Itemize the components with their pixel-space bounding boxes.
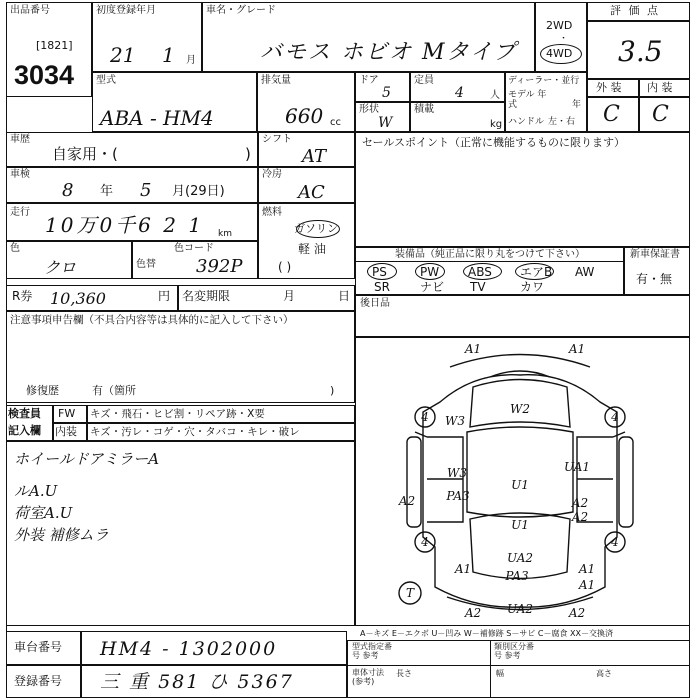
first-reg-month: 1 <box>162 43 175 67</box>
capacity-value: 4 <box>455 85 464 101</box>
model-year-label: モデル 年式 <box>508 90 547 110</box>
damage-mark: PA3 <box>505 569 529 583</box>
aircon-value: AC <box>298 182 325 203</box>
fw-label: FW <box>58 407 76 420</box>
shape-value: W <box>378 115 393 131</box>
damage-mark: UA2 <box>506 602 534 616</box>
equipment-item: ナビ <box>420 280 445 294</box>
first-reg-label: 初度登録年月 <box>96 5 156 16</box>
length-label: 長さ <box>396 669 412 678</box>
damage-mark: A1 <box>464 342 482 356</box>
interior-label: 内 装 <box>647 81 673 94</box>
shape-label: 形状 <box>359 104 379 115</box>
damage-mark: PA3 <box>446 489 470 503</box>
damage-mark: UA2 <box>506 551 534 565</box>
damage-mark: A2 <box>571 510 589 524</box>
doors-value: 5 <box>382 85 391 101</box>
equipment-circle <box>463 263 502 280</box>
equipment-item: SR <box>374 280 390 294</box>
km-unit: km <box>218 229 232 239</box>
damage-mark: A1 <box>568 342 586 356</box>
name-grade: バモス ホビオ Mタイプ <box>260 40 518 65</box>
lot-number: 3034 <box>14 60 75 90</box>
fuel-other: ( ) <box>278 260 292 274</box>
fuel-diesel: 軽 油 <box>298 242 326 256</box>
doors-label: ドア <box>359 75 379 86</box>
sales-point-label: セールスポイント（正常に機能するものに限ります） <box>362 136 626 149</box>
color-label: 色 <box>10 243 20 254</box>
exterior-value: C <box>603 102 620 127</box>
name-change-month: 月 <box>283 289 296 303</box>
history-close: ) <box>245 145 251 163</box>
recycle-amount: 10,360 <box>50 289 106 308</box>
car-diagram <box>355 337 690 626</box>
rating-label: 評 価 点 <box>610 4 660 17</box>
equipment-item: ABS <box>468 265 492 279</box>
notes-label: 注意事項申告欄（不具合内容等は具体的に記入して下さい） <box>10 314 294 326</box>
equipment-circle <box>367 263 397 280</box>
inspector-label: 検査員 <box>8 407 41 420</box>
color-code-label: 色コード <box>174 243 214 254</box>
yen-unit: 円 <box>158 289 171 303</box>
damage-mark: A1 <box>454 562 472 576</box>
handwritten-note: ルA.U <box>14 482 58 500</box>
exterior-label: 外 装 <box>596 81 622 94</box>
inspection-year-char: 年 <box>100 184 114 199</box>
kg-unit: kg <box>490 119 503 130</box>
sales-point-box <box>355 132 690 247</box>
damage-mark: U1 <box>511 478 529 492</box>
damage-mark: 4 <box>611 535 619 549</box>
equipment-item: AW <box>575 265 595 279</box>
handwritten-note: 荷室A.U <box>14 504 73 522</box>
repair-label: 修復歴 <box>26 384 59 397</box>
model-label: 型式 <box>96 75 116 86</box>
cc-unit: cc <box>330 117 341 128</box>
handle-label: ハンドル <box>508 117 545 127</box>
mileage-label: 走行 <box>10 207 30 218</box>
equipment-circle <box>515 263 554 280</box>
damage-mark: W3 <box>447 466 467 480</box>
first-reg-month-unit: 月 <box>186 55 196 66</box>
rating-divider <box>587 20 690 22</box>
equipment-item: カワ <box>520 280 545 294</box>
chassis-number: HM4 - 1302000 <box>100 638 278 660</box>
damage-legend: A－キズ E－エクボ U－凹み W－補修跡 S－サビ C－腐食 XX－交換済 <box>360 629 614 638</box>
parts-label: 後日品 <box>360 298 390 309</box>
damage-mark: A2 <box>568 606 586 620</box>
displacement-value: 660 <box>285 104 324 128</box>
height-label: 高さ <box>596 669 612 678</box>
person-unit: 人 <box>490 90 500 101</box>
equipment-divider <box>355 261 624 262</box>
inspection-year: 8 <box>62 180 74 201</box>
model-year-unit: 年 <box>572 100 582 110</box>
lot-code: [1821] <box>36 39 73 52</box>
equipment-item: PW <box>420 265 440 279</box>
repair-value: 有（箇所 <box>92 384 136 397</box>
rating-value: 3.5 <box>618 35 663 68</box>
shift-value: AT <box>302 146 327 167</box>
model-value: ABA - HM4 <box>100 106 214 130</box>
dims-ref-label: 車体寸法(参考) <box>352 668 384 686</box>
damage-mark: W2 <box>510 402 530 416</box>
damage-mark: A2 <box>464 606 482 620</box>
handle-options: 左・右 <box>548 117 576 127</box>
interior-items: キズ・汚レ・コゲ・穴・タバコ・キレ・破レ <box>90 426 300 438</box>
chassis-plate-divider <box>6 664 347 666</box>
damage-mark: A1 <box>578 562 596 576</box>
name-change-day: 日 <box>338 289 351 303</box>
interior-row-label: 内装 <box>55 425 77 438</box>
fw-items: キズ・飛石・ヒビ割・リペア跡・X要 <box>90 408 265 420</box>
damage-mark: U1 <box>511 518 529 532</box>
damage-mark: T <box>405 586 415 600</box>
damage-mark: A2 <box>571 496 589 510</box>
class-ref-label: 類別区分番号 参考 <box>494 642 534 660</box>
first-reg-year: 21 <box>110 43 136 67</box>
damage-mark: 4 <box>421 410 429 424</box>
repair-close: ) <box>330 384 335 397</box>
color-code-value: 392P <box>196 256 243 277</box>
capacity-label: 定員 <box>414 75 434 86</box>
inspection-day: 月(29日) <box>172 184 225 199</box>
damage-mark: A2 <box>398 494 416 508</box>
fuel-gasoline: ガソリン <box>294 222 338 235</box>
inspection-label: 車検 <box>10 169 30 180</box>
parts-box <box>355 295 690 337</box>
damage-mark: 4 <box>611 410 619 424</box>
entry-label: 記入欄 <box>8 424 41 437</box>
fuel-label: 燃料 <box>262 207 282 218</box>
chassis-label: 車台番号 <box>14 640 63 654</box>
damage-mark: W3 <box>445 414 465 428</box>
lot-number-label: 出品番号 <box>10 5 50 16</box>
damage-mark: UA1 <box>563 460 591 474</box>
damage-mark: A1 <box>578 578 596 592</box>
name-change-label: 名変期限 <box>182 289 231 303</box>
recycle-label: R券 <box>12 289 33 303</box>
interior-value: C <box>652 102 669 127</box>
drive-4wd: 4WD <box>546 47 573 60</box>
reference-vdiv <box>490 640 491 698</box>
plate-number: 三 重 581 ひ 5367 <box>100 671 294 693</box>
width-label: 幅 <box>496 669 504 678</box>
reference-divider <box>347 665 690 666</box>
displacement-label: 排気量 <box>261 75 291 86</box>
equipment-circle <box>415 263 445 280</box>
inspection-month: 5 <box>140 180 152 201</box>
plate-label: 登録番号 <box>14 674 63 688</box>
handwritten-note: 外装 補修ムラ <box>14 526 109 544</box>
damage-mark: 4 <box>421 535 429 549</box>
equipment-item: エアB <box>520 265 553 279</box>
history-label: 車歴 <box>10 134 30 145</box>
mileage-value: 10万0千6 2 1 <box>45 213 205 237</box>
equipment-item: TV <box>470 280 486 294</box>
repaint-label: 色替 <box>136 259 156 270</box>
shift-label: シフト <box>262 134 292 145</box>
setting-ref-label: 型式指定番号 参考 <box>352 642 392 660</box>
history-value: 自家用・( <box>52 145 118 163</box>
history-box <box>6 132 258 167</box>
inspector-h <box>52 422 355 424</box>
load-label: 積載 <box>414 104 434 115</box>
name-grade-label: 車名・グレード <box>206 5 276 16</box>
warranty-label: 新車保証書 <box>630 249 680 260</box>
equipment-item: PS <box>372 265 387 279</box>
equipment-label: 装備品（純正品に限り丸をつけて下さい） <box>395 249 585 260</box>
chassis-plate-vdiv <box>80 631 82 698</box>
aircon-label: 冷房 <box>262 169 282 180</box>
drive-separator: ・ <box>559 34 569 44</box>
color-value: クロ <box>44 258 77 277</box>
warranty-options: 有・無 <box>636 272 673 286</box>
dealer-label: ディーラー・並行 <box>508 76 580 86</box>
handwritten-note: ホイールドアミラーA <box>14 450 160 468</box>
drive-2wd: 2WD <box>546 19 573 32</box>
